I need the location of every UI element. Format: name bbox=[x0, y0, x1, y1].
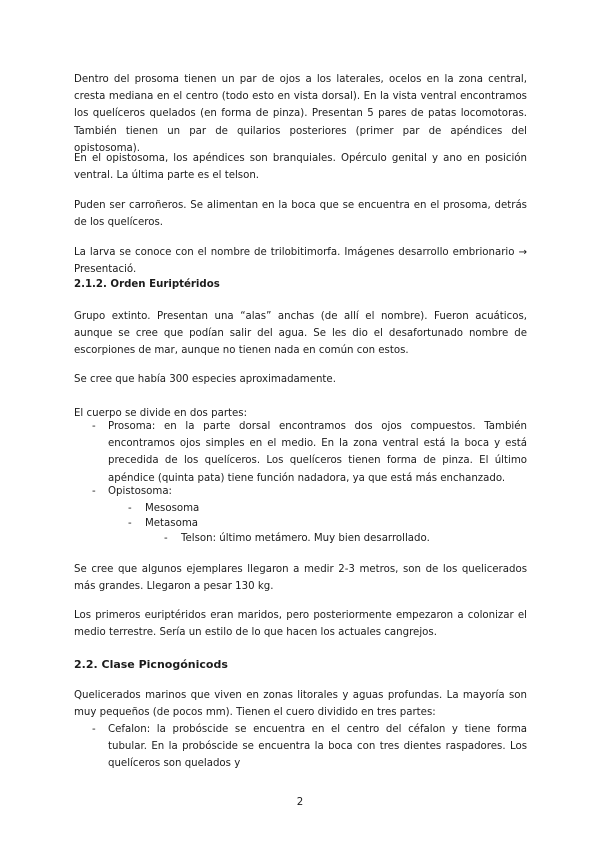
paragraph-especies: Se cree que había 300 especies aproximadamente. bbox=[74, 374, 336, 385]
heading-euripteridos: 2.1.2. Orden Euriptéridos bbox=[74, 279, 220, 290]
paragraph-colonizacion: Los primeros euriptéridos eran maridos, pero posteriormente empezaron a colonizar el medio terrestre. Sería un estilo de lo que hacen los actuales cangrejos. bbox=[74, 610, 527, 639]
list-dash: - bbox=[128, 503, 132, 514]
list-dash: - bbox=[128, 518, 132, 529]
list-item-mesosoma: Mesosoma bbox=[145, 503, 200, 514]
list-item-cefalon: Cefalon: la probóscide se encuentra en el centro del céfalon y tiene forma tubular. En la probóscide se encuentra la boca con tres dientes raspadores. Los quelíceros son quelados y bbox=[108, 724, 527, 770]
paragraph-cuerpo-divide: El cuerpo se divide en dos partes: bbox=[74, 408, 248, 419]
paragraph-grupo-extinto: Grupo extinto. Presentan una “alas” anchas (de allí el nombre). Fueron acuáticos, aunque se cree que podían salir del agua. Se les dio el desafortunado nombre de escorpiones de mar, aunque no tienen nada en común con estos. bbox=[74, 311, 527, 357]
list-item-prosoma: Prosoma: en la parte dorsal encontramos dos ojos compuestos. También encontramos ojos simples en el medio. En la zona ventral está la boca y está precedida de los quelíceros. Los quelíceros tienen forma de pinza. El último apéndice (quinta pata) tiene función nadadora, ya que está más enchanzado. bbox=[108, 421, 527, 484]
list-dash: - bbox=[92, 421, 96, 432]
list-dash: - bbox=[92, 724, 96, 735]
list-item-telson: Telson: último metámero. Muy bien desarrollado. bbox=[181, 533, 430, 544]
list-dash: - bbox=[92, 486, 96, 497]
page-number: 2 bbox=[296, 797, 304, 808]
paragraph-prosoma-description: Dentro del prosoma tienen un par de ojos a los laterales, ocelos en la zona central, cresta mediana en el centro (todo esto en vista dorsal). En la vista ventral encontramos los quelíceros quelados (en forma de pinza). Presentan 5 pares de patas locomotoras. También tienen un par de quilarios posteriores (primer par de apéndices del opistosoma). bbox=[74, 74, 527, 154]
list-item-opistosoma: Opistosoma: bbox=[108, 486, 172, 497]
list-item-metasoma: Metasoma bbox=[145, 518, 199, 529]
list-dash: - bbox=[164, 533, 168, 544]
paragraph-feeding: Puden ser carroñeros. Se alimentan en la boca que se encuentra en el prosoma, detrás de los quelíceros. bbox=[74, 200, 527, 229]
paragraph-tamano: Se cree que algunos ejemplares llegaron a medir 2-3 metros, son de los quelicerados más grandes. Llegaron a pesar 130 kg. bbox=[74, 564, 527, 593]
paragraph-larva: La larva se conoce con el nombre de trilobitimorfa. Imágenes desarrollo embrionario → Presentació. bbox=[74, 247, 527, 276]
paragraph-opistosoma: En el opistosoma, los apéndices son branquiales. Opérculo genital y ano en posición ventral. La última parte es el telson. bbox=[74, 153, 527, 182]
heading-picnogonidos: 2.2. Clase Picnogónicods bbox=[74, 658, 228, 671]
paragraph-picnogonidos-intro: Quelicerados marinos que viven en zonas litorales y aguas profundas. La mayoría son muy pequeños (de pocos mm). Tienen el cuero dividido en tres partes: bbox=[74, 690, 527, 719]
